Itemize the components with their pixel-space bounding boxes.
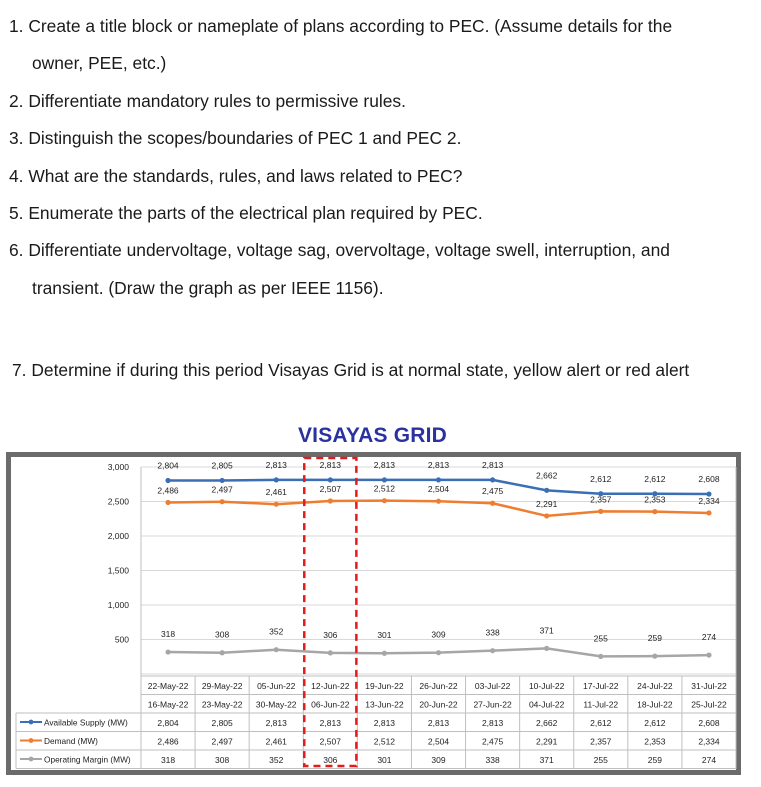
data-label: 255 [593,633,608,644]
question-3: 3. Distinguish the scopes/boundaries of PEC 1 and PEC 2. [9,128,462,149]
data-label: 338 [485,627,500,638]
category-label: 17-Jul-22 [583,681,619,691]
y-tick-label: 1,000 [107,600,129,610]
category-label: 27-Jun-22 [473,699,512,710]
table-cell: 2,475 [481,736,504,747]
category-label: 22-May-22 [147,681,189,691]
data-label: 2,497 [211,484,233,495]
category-label: 26-Jun-22 [419,681,458,691]
table-cell: 2,512 [373,736,396,747]
data-label: 2,813 [427,459,450,470]
table-cell: 352 [269,755,284,765]
data-label: 2,662 [536,470,558,481]
data-label: 2,813 [319,459,341,470]
data-label: 2,475 [481,486,504,497]
table-cell: 2,507 [319,736,341,747]
data-point [706,510,711,515]
data-label: 2,353 [644,494,666,505]
data-label: 2,612 [590,473,612,484]
data-label: 2,813 [265,459,287,470]
table-cell: 2,353 [644,736,666,747]
table-cell: 2,805 [211,718,233,728]
table-cell: 2,461 [265,736,287,747]
table-cell: 2,608 [698,718,720,728]
table-cell: 2,804 [157,718,179,728]
table-cell: 2,357 [590,736,612,747]
data-label: 2,813 [481,459,504,470]
data-label: 2,461 [265,487,287,498]
data-label: 2,608 [698,474,720,485]
data-point [436,477,441,482]
category-label: 25-Jul-22 [691,699,727,710]
data-point [274,647,279,652]
data-label: 2,334 [698,495,720,506]
category-label: 20-Jun-22 [419,699,458,710]
data-label: 352 [269,626,284,637]
table-cell: 308 [215,755,230,765]
table-cell: 255 [593,755,608,765]
data-label: 2,357 [590,494,612,505]
category-label: 16-May-22 [147,699,189,710]
data-point [328,498,333,503]
table-cell: 2,486 [157,736,179,747]
data-point [165,649,170,654]
data-point [598,654,603,659]
data-label: 301 [377,630,392,641]
table-cell: 309 [431,755,446,765]
y-tick-label: 500 [114,634,129,645]
data-label: 274 [701,632,717,643]
table-cell: 306 [323,755,338,765]
question-1-line-2: owner, PEE, etc.) [32,53,167,74]
question-7: 7. Determine if during this period Visayas Grid is at normal state, yellow alert or red alert [12,360,690,380]
table-cell: 2,813 [481,718,504,728]
data-point [544,488,549,493]
table-cell: 2,612 [590,718,612,728]
data-point [165,478,170,483]
table-cell: 371 [539,755,554,765]
legend-marker [29,720,34,725]
question-2: 2. Differentiate mandatory rules to permissive rules. [9,90,406,111]
category-label: 10-Jul-22 [528,681,565,691]
chart-svg [6,452,741,775]
table-cell: 2,497 [211,736,233,747]
data-label: 2,512 [373,483,396,494]
category-label: 31-Jul-22 [691,681,727,691]
legend-marker [29,757,34,762]
question-list [9,8,754,307]
category-label: 19-Jun-22 [365,681,404,691]
data-label: 2,486 [157,485,179,496]
category-label: 04-Jul-22 [528,699,565,710]
data-point [490,501,495,506]
data-point [220,650,225,655]
data-label: 2,805 [211,460,233,471]
category-label: 11-Jul-22 [583,699,619,710]
question-6-line-1: 6. Differentiate undervoltage, voltage sag, overvoltage, voltage swell, interruption, and [9,240,670,261]
data-point [165,500,170,505]
data-label: 2,612 [644,473,666,484]
data-label: 2,507 [319,484,341,495]
y-tick-label: 2,000 [107,531,129,541]
data-point [436,499,441,504]
category-label: 18-Jul-22 [637,699,673,710]
category-label: 03-Jul-22 [474,681,511,691]
table-cell: 2,813 [427,718,450,728]
data-point [544,646,549,651]
data-point [382,477,387,482]
data-point [220,499,225,504]
data-label: 371 [539,625,554,636]
data-point [274,477,279,482]
category-label: 13-Jun-22 [365,699,404,710]
data-label: 306 [323,629,338,640]
y-tick-label: 3,000 [107,462,129,472]
category-label: 29-May-22 [201,681,243,691]
legend-label: Demand (MW) [44,736,98,746]
data-label: 259 [647,633,662,644]
data-point [328,650,333,655]
table-cell: 2,813 [373,718,396,728]
data-point [220,478,225,483]
data-label: 2,504 [427,484,450,495]
data-point [274,502,279,507]
question-5: 5. Enumerate the parts of the electrical plan required by PEC. [9,203,483,224]
y-tick-label: 1,500 [107,565,129,576]
table-cell: 2,813 [265,718,287,728]
question-6-line-2: transient. (Draw the graph as per IEEE 1156). [32,277,384,298]
data-point [598,509,603,514]
data-point [490,648,495,653]
data-label: 309 [431,629,446,640]
data-label: 318 [160,629,176,640]
chart-frame [6,452,741,775]
table-cell: 2,504 [427,736,450,747]
data-point [382,651,387,656]
table-cell: 2,291 [536,736,558,747]
table-cell: 301 [377,755,392,765]
question-4: 4. What are the standards, rules, and laws related to PEC? [9,165,463,186]
data-point [436,650,441,655]
category-label: 06-Jun-22 [311,699,350,710]
data-label: 308 [215,629,230,640]
category-label: 24-Jul-22 [637,681,673,691]
category-label: 30-May-22 [255,699,297,710]
data-point [652,654,657,659]
table-cell: 259 [647,755,662,765]
data-point [706,652,711,657]
data-point [382,498,387,503]
data-point [328,477,333,482]
table-cell: 2,662 [536,718,558,728]
data-point [490,477,495,482]
data-point [652,509,657,514]
table-cell: 338 [485,755,500,765]
data-point [544,513,549,518]
data-label: 2,291 [536,498,558,509]
question-1-line-1: 1. Create a title block or nameplate of plans according to PEC. (Assume details for the [9,16,673,36]
legend-marker [29,738,34,743]
table-cell: 2,612 [644,718,666,728]
data-label: 2,813 [373,459,396,470]
category-label: 23-May-22 [201,699,243,710]
legend-label: Available Supply (MW) [44,717,128,728]
legend-label: Operating Margin (MW) [44,754,131,765]
y-tick-label: 2,500 [107,496,129,507]
category-label: 12-Jun-22 [311,681,350,691]
table-cell: 318 [160,755,176,765]
table-cell: 2,813 [319,718,341,728]
table-cell: 274 [701,755,717,765]
chart-title: VISAYAS GRID [297,424,448,447]
data-label: 2,804 [157,460,179,471]
table-cell: 2,334 [698,736,720,747]
category-label: 05-Jun-22 [257,681,296,691]
